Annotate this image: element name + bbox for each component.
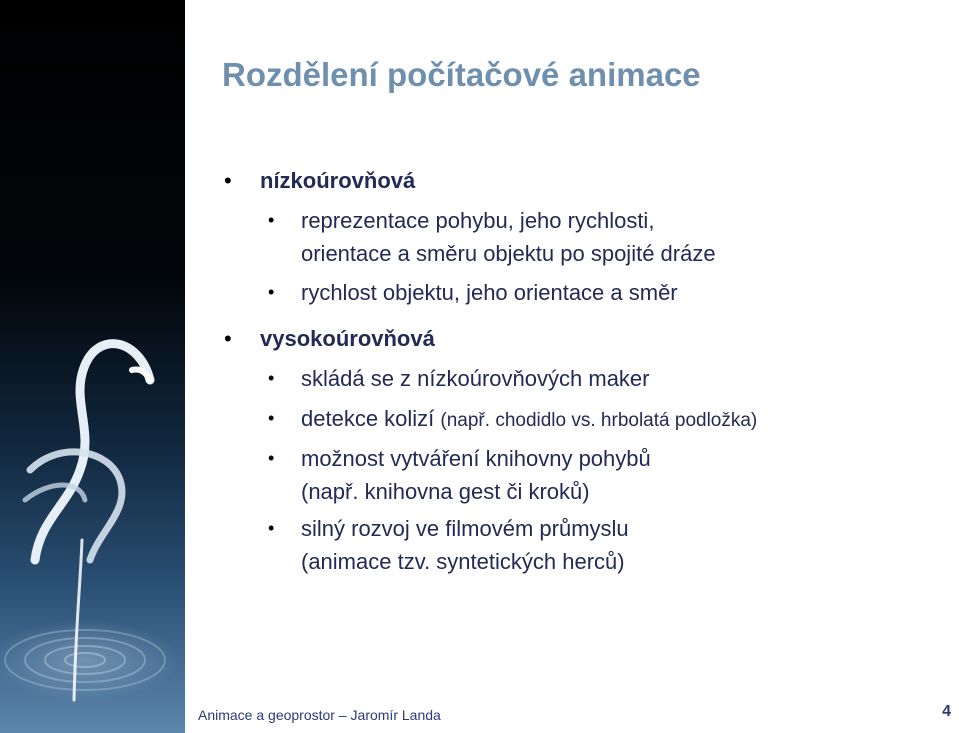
bullet-icon: • bbox=[268, 282, 275, 302]
bullet-icon: • bbox=[268, 210, 275, 230]
footer-text: Animace a geoprostor – Jaromír Landa bbox=[198, 707, 441, 723]
page-number: 4 bbox=[942, 703, 951, 720]
bullet-icon: • bbox=[268, 368, 275, 388]
bullet-icon: • bbox=[224, 326, 232, 351]
item-text: detekce kolizí (např. chodidlo vs. hrbolatá podložka) bbox=[301, 406, 758, 431]
item-text: reprezentace pohybu, jeho rychlosti, orientace a směru objektu po spojité dráze bbox=[301, 208, 716, 266]
item-text: silný rozvoj ve filmovém průmyslu (animace tzv. syntetických herců) bbox=[301, 516, 629, 574]
section-heading: vysokoúrovňová bbox=[260, 326, 435, 351]
item-text: rychlost objektu, jeho orientace a směr bbox=[301, 280, 678, 305]
flamingo-swirl-icon bbox=[0, 0, 185, 733]
bullet-icon: • bbox=[268, 408, 275, 428]
item-text: možnost vytváření knihovny pohybů (např. knihovna gest či kroků) bbox=[301, 446, 651, 504]
bullet-icon: • bbox=[268, 448, 275, 468]
bullet-icon: • bbox=[224, 168, 232, 193]
item-text: skládá se z nízkoúrovňových maker bbox=[301, 366, 650, 391]
decorative-sidebar bbox=[0, 0, 185, 733]
bullet-icon: • bbox=[268, 518, 275, 538]
section-heading: nízkoúrovňová bbox=[260, 168, 416, 193]
slide-title: Rozdělení počítačové animace bbox=[222, 56, 701, 93]
